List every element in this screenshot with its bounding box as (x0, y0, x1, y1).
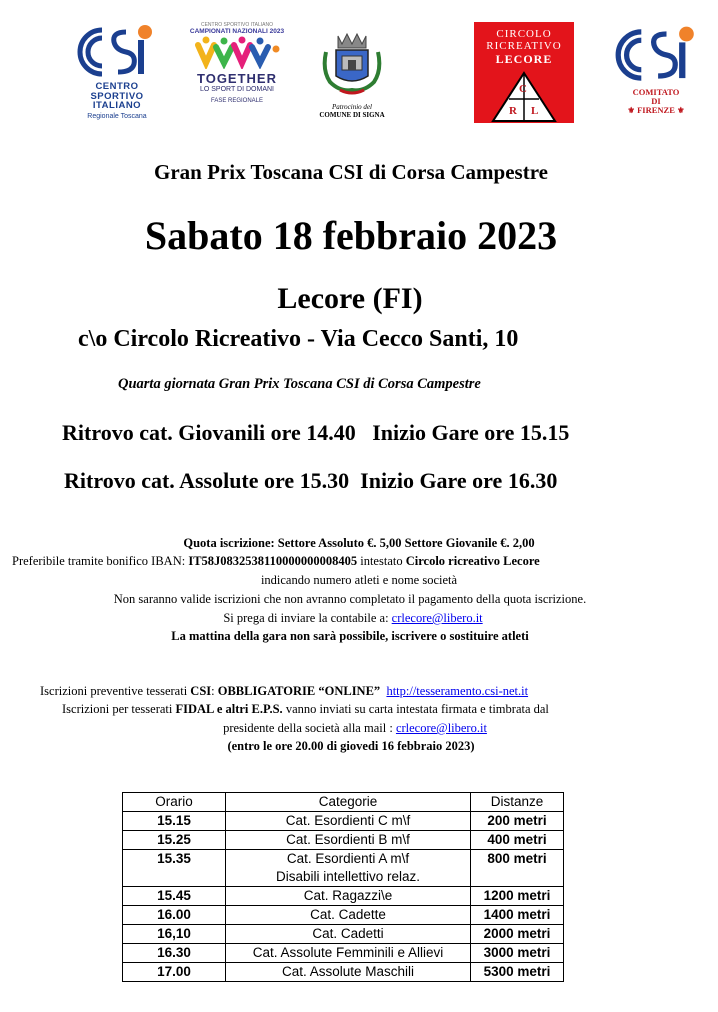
table-row (123, 831, 564, 850)
mattina-warning: La mattina della gara non sarà possibile, iscrivere o sostituire atleti (171, 629, 529, 643)
event-place: Lecore (FI) (277, 282, 423, 315)
fidal-line2-text: presidente della società alla mail : (223, 721, 396, 735)
row-category-text: Cat. Assolute Femminili e Allievi (252, 945, 444, 960)
csi-firenze-line3 (614, 106, 698, 115)
circolo-l-letter: L (531, 105, 539, 117)
header-distanze: Distanze (471, 793, 564, 812)
row-distance: 400 metri (471, 831, 564, 850)
circolo-r-letter: R (509, 105, 517, 117)
row-distance: 2000 metri (471, 925, 564, 944)
table-row (123, 963, 564, 982)
ritrovo-assolute: Ritrovo cat. Assolute ore 15.30 Inizio Gare ore 16.30 (64, 468, 558, 493)
csi-toscana-line2: SPORTIVO (90, 90, 144, 102)
fidal-bold: FIDAL e altri E.P.S. (175, 702, 283, 716)
ritrovo-giovanili: Ritrovo cat. Giovanili ore 14.40 Inizio Gare ore 15.15 (62, 420, 570, 445)
quota-iscrizione: Quota iscrizione: Settore Assoluto €. 5,00 Settore Giovanile €. 2,00 (183, 536, 535, 550)
comune-signa-logo (314, 30, 390, 119)
table-row (123, 944, 564, 963)
csi-firenze-line1: COMITATO (632, 87, 680, 97)
event-subtitle: Quarta giornata Gran Prix Toscana CSI di Corsa Campestre (118, 376, 481, 392)
together-tiny-text: CENTRO SPORTIVO ITALIANO (200, 22, 274, 28)
row-category (226, 925, 471, 944)
row-time: 15.45 (123, 887, 226, 906)
non-valide-text: Non saranno valide iscrizioni che non avranno completato il pagamento della quota iscrizione. (113, 592, 587, 606)
row-distance: 1200 metri (471, 887, 564, 906)
csi-firenze-line3-text: FIRENZE (637, 105, 675, 115)
row-distance: 3000 metri (471, 944, 564, 963)
csi-firenze-line2: DI (651, 96, 661, 106)
circolo-lecore-logo (474, 22, 574, 123)
csi-pre: Iscrizioni preventive tesserati (40, 684, 191, 698)
fidal-line2 (0, 719, 710, 738)
row-category-extra: Disabili intellettivo relaz. (275, 869, 421, 884)
giglio-icon: ⚜ (677, 105, 685, 115)
circolo-line3: LECORE (495, 52, 553, 66)
iban-line (12, 552, 540, 571)
row-time: 15.35 (123, 850, 226, 887)
row-time: 16.00 (123, 906, 226, 925)
together-camp-text: CAMPIONATI NAZIONALI 2023 (189, 28, 285, 35)
csi-toscana-sub: Regionale Toscana (87, 112, 147, 120)
row-category-text: Cat. Esordienti C m\f (285, 813, 411, 828)
circolo-line1: CIRCOLO (496, 28, 552, 40)
csi-firenze-emblem-icon (614, 24, 698, 88)
header-categorie: Categorie (226, 793, 471, 812)
entro-deadline: (entro le ore 20.00 di giovedi 16 febbraio 2023) (227, 739, 475, 753)
table-row (123, 925, 564, 944)
contabile-line (0, 609, 706, 628)
contabile-email-link[interactable]: crlecore@libero.it (391, 611, 483, 625)
tesseramento-link[interactable]: http://tesseramento.csi-net.it (386, 684, 529, 698)
iscrizioni-fidal-line (62, 700, 549, 719)
row-category (226, 812, 471, 831)
row-time: 17.00 (123, 963, 226, 982)
csi-obbligatorie: OBBLIGATORIE “ONLINE” (217, 684, 381, 698)
together-sub: LO SPORT DI DOMANI (199, 86, 275, 93)
table-row (123, 850, 564, 887)
csi-firenze-logo (614, 24, 698, 115)
table-row (123, 812, 564, 831)
csi-toscana-logo (76, 24, 158, 120)
fidal-post: vanno inviati su carta intestata firmata e timbrata dal (282, 702, 549, 716)
iscrizioni-csi-line (40, 682, 528, 701)
iban-line2: indicando numero atleti e nome società (260, 573, 458, 587)
schedule-header-row (123, 793, 564, 812)
table-row (123, 906, 564, 925)
event-date: Sabato 18 febbraio 2023 (144, 213, 558, 258)
together-logo (182, 22, 292, 104)
schedule-table (122, 792, 564, 982)
row-category-text: Cat. Cadette (310, 907, 386, 922)
circolo-c-letter: C (519, 83, 527, 95)
csi-bold: CSI (190, 684, 212, 698)
event-title: Gran Prix Toscana CSI di Corsa Campestre (154, 160, 548, 184)
csi-toscana-line1: CENTRO (95, 81, 139, 92)
row-distance: 800 metri (471, 850, 564, 887)
row-category-text: Cat. Esordienti A m\f (286, 851, 410, 866)
giglio-icon: ⚜ (627, 105, 635, 115)
header-orario: Orario (123, 793, 226, 812)
fidal-email-link[interactable]: crlecore@libero.it (395, 721, 487, 735)
circolo-line2: RICREATIVO (486, 40, 562, 52)
row-category (226, 831, 471, 850)
iban-prefix: Preferibile tramite bonifico IBAN: (12, 554, 189, 568)
row-time: 15.15 (123, 812, 226, 831)
row-category (226, 944, 471, 963)
iban-mid: intestato (357, 554, 406, 568)
iban-code: IT58J0832538110000000008405 (188, 554, 358, 568)
contabile-prefix: Si prega di inviare la contabile a: (223, 611, 392, 625)
fidal-pre: Iscrizioni per tesserati (62, 702, 176, 716)
row-distance: 200 metri (471, 812, 564, 831)
together-figures-icon (182, 35, 292, 71)
signa-comune-text: COMUNE DI SIGNA (319, 111, 385, 119)
row-category-text: Cat. Cadetti (312, 926, 384, 941)
row-time: 16,10 (123, 925, 226, 944)
row-distance: 1400 metri (471, 906, 564, 925)
table-row (123, 887, 564, 906)
signa-patrocinio-text: Patrocinio del (332, 103, 372, 111)
row-category-text: Cat. Assolute Maschili (281, 964, 415, 979)
circolo-crl-icon (489, 69, 559, 125)
row-category (226, 850, 471, 887)
event-address: c\o Circolo Ricreativo - Via Cecco Santi, 10 (78, 326, 519, 352)
row-category-text: Cat. Esordienti B m\f (286, 832, 410, 847)
row-time: 16.30 (123, 944, 226, 963)
row-distance: 5300 metri (471, 963, 564, 982)
csi-toscana-line3: ITALIANO (92, 100, 142, 111)
together-fase: FASE REGIONALE (210, 98, 264, 104)
together-word: TOGETHER (197, 71, 277, 86)
row-time: 15.25 (123, 831, 226, 850)
signa-crest-icon (314, 30, 390, 103)
row-category-text: Cat. Ragazzi\e (303, 888, 393, 903)
csi-emblem-icon (76, 24, 156, 82)
csi-colon: : (211, 684, 218, 698)
iban-owner: Circolo ricreativo Lecore (405, 554, 540, 568)
row-category (226, 887, 471, 906)
row-category (226, 906, 471, 925)
row-category (226, 963, 471, 982)
